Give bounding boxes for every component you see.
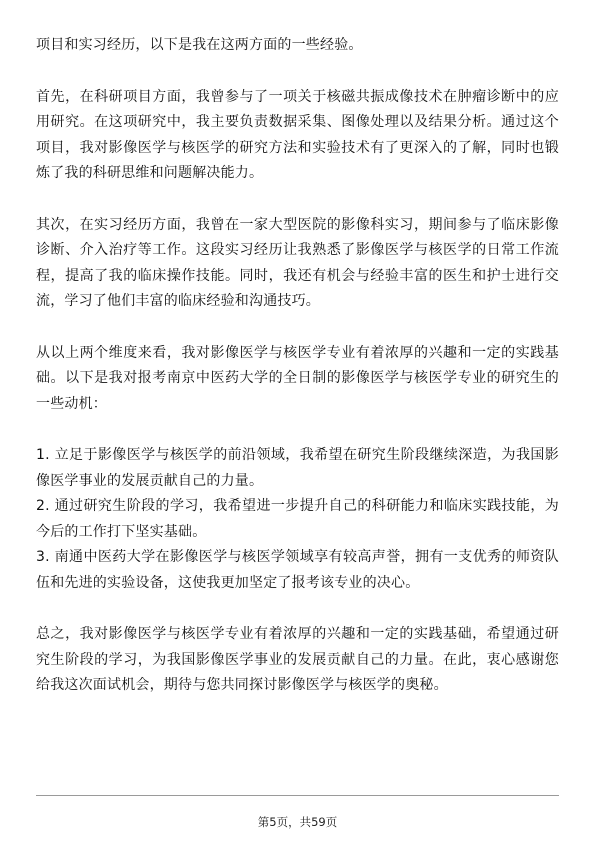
document-body <box>36 33 559 699</box>
paragraph-gap <box>36 59 559 85</box>
paragraph-research-project: 首先，在科研项目方面，我曾参与了一项关于核磁共振成像技术在肿瘤诊断中的应用研究。在这项研究中，我主要负责数据采集、图像处理以及结果分析。通过这个项目，我对影像医学与核医学的研究方法和实验技术有了更深入的了解，同时也锻炼了我的科研思维和问题解决能力。 <box>36 88 559 181</box>
page-number-footer: 第5页，共59页 <box>257 815 338 829</box>
paragraph-conclusion: 总之，我对影像医学与核医学专业有着浓厚的兴趣和一定的实践基础，希望通过研究生阶段的学习，为我国影像医学事业的发展贡献自己的力量。在此，衷心感谢您给我这次面试机会，期待与您共同探讨影像医学与核医学的奥秘。 <box>36 626 559 693</box>
paragraph-gap <box>36 187 559 213</box>
paragraph-gap <box>36 417 559 443</box>
paragraph-internship: 其次，在实习经历方面，我曾在一家大型医院的影像科实习，期间参与了临床影像诊断、介入治疗等工作。这段实习经历让我熟悉了影像医学与核医学的日常工作流程，提高了我的临床操作技能。同时，我还有机会与经验丰富的医生和护士进行交流，学习了他们丰富的临床经验和沟通技巧。 <box>36 216 559 309</box>
list-item-motivation-3: 3. 南通中医药大学在影像医学与核医学领域享有较高声誉，拥有一支优秀的师资队伍和先进的实验设备，这使我更加坚定了报考该专业的决心。 <box>36 549 559 591</box>
footer-divider <box>36 795 559 796</box>
list-item-motivation-1: 1. 立足于影像医学与核医学的前沿领域，我希望在研究生阶段继续深造，为我国影像医学事业的发展贡献自己的力量。 <box>36 447 559 489</box>
paragraph-gap <box>36 596 559 622</box>
paragraph-gap <box>36 315 559 341</box>
paragraph-motivation-intro: 从以上两个维度来看，我对影像医学与核医学专业有着浓厚的兴趣和一定的实践基础。以下是我对报考南京中医药大学的全日制的影像医学与核医学专业的研究生的一些动机： <box>36 344 559 412</box>
paragraph-intro-continuation: 项目和实习经历，以下是我在这两方面的一些经验。 <box>36 37 363 53</box>
list-item-motivation-2: 2. 通过研究生阶段的学习，我希望进一步提升自己的科研能力和临床实践技能，为今后的工作打下坚实基础。 <box>36 498 559 540</box>
